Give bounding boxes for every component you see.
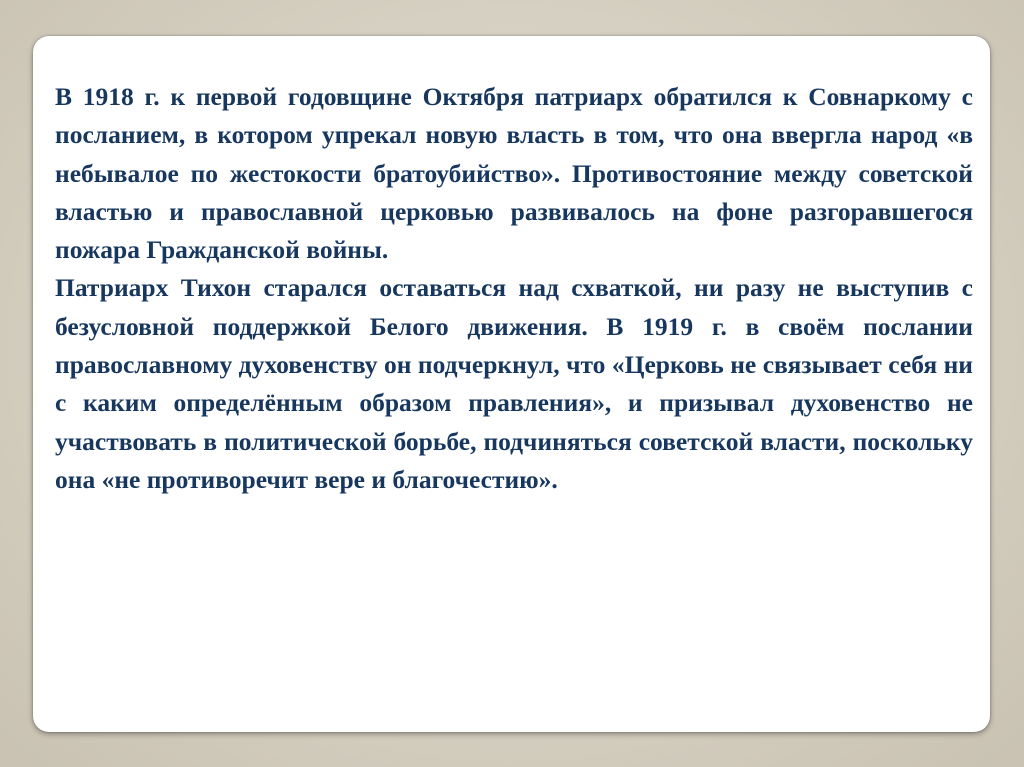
slide-card	[33, 36, 990, 732]
paragraph-tikhon: Патриарх Тихон старался оставаться над схваткой, ни разу не выступив с безусловной поддержкой Белого движения. В 1919 г. в своём послании православному духовенству он подчеркнул, что «Церковь не связывает себя ни с каким определённым образом правления», и призывал духовенство не участвовать в политической борьбе, подчиняться советской власти, поскольку она «не противоречит вере и благочестию».	[55, 273, 973, 494]
slide-text-body	[55, 78, 973, 499]
paragraph-1918: В 1918 г. к первой годовщине Октября патриарх обратился к Совнаркому с посланием, в котором упрекал новую власть в том, что она ввергла народ «в небывалое по жестокости братоубийство». Противостояние между советской властью и православной церковью развивалось на фоне разгоравшегося пожара Гражданской войны.	[55, 82, 973, 265]
